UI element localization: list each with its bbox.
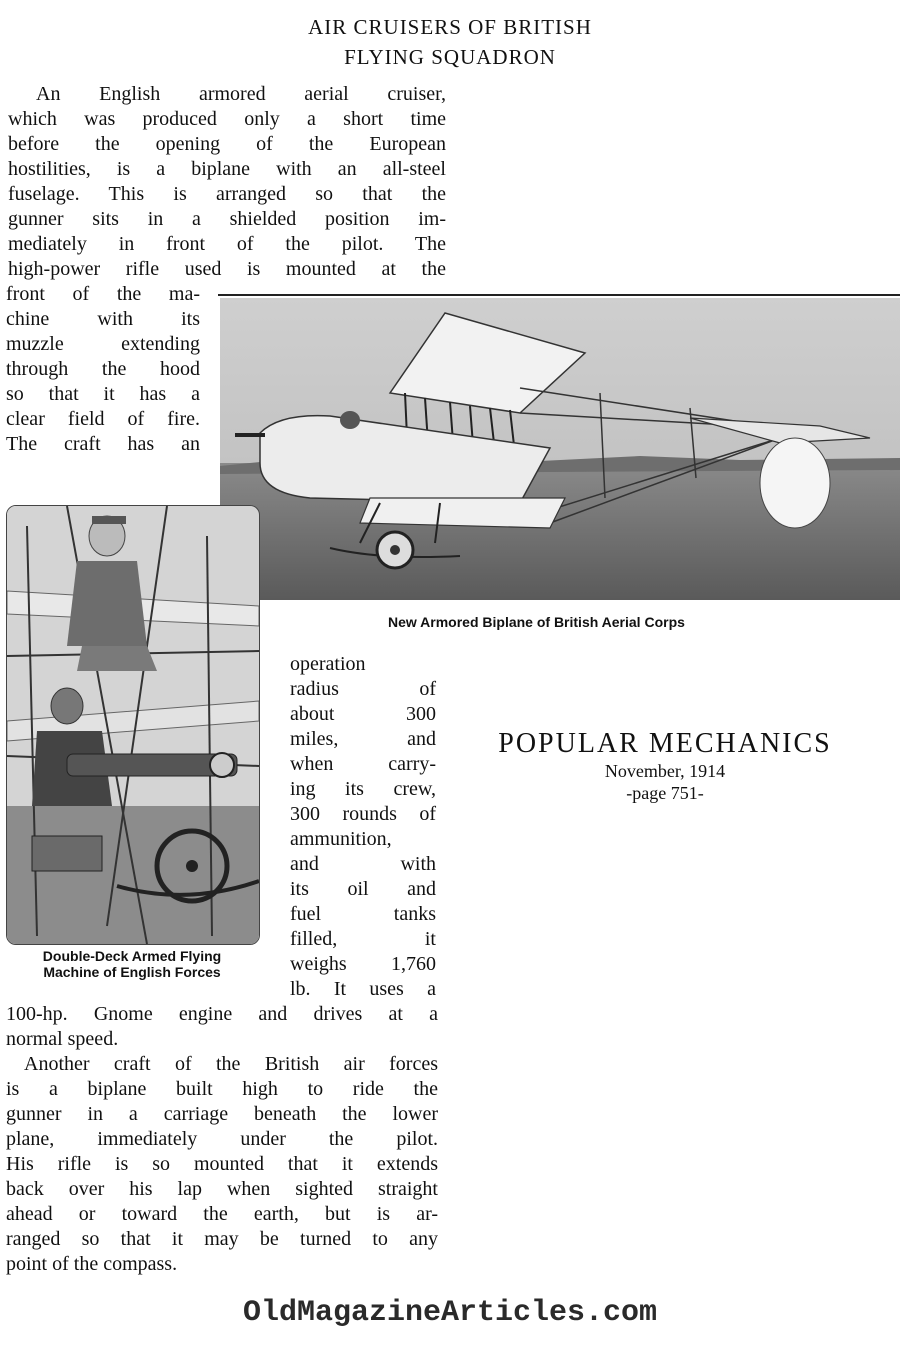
text-line: plane, immediately under the pilot. [6, 1128, 438, 1150]
text-line: clear field of fire. [6, 408, 200, 430]
text-line: An English armored aerial cruiser, [36, 83, 446, 105]
text-line: fuel tanks [290, 903, 436, 925]
text-line: high-power rifle used is mounted at the [8, 258, 446, 280]
text-line: hostilities, is a biplane with an all-steel [8, 158, 446, 180]
article-title-line-2: FLYING SQUADRON [344, 45, 556, 69]
text-line: filled, it [290, 928, 436, 950]
paragraph-1-end [6, 1002, 438, 1052]
photo-top-rule [218, 294, 900, 296]
text-line: ing its crew, [290, 778, 436, 800]
text-line: before the opening of the European [8, 133, 446, 155]
text-line: fuselage. This is arranged so that the [8, 183, 446, 205]
text-line: operation [290, 653, 366, 675]
text-line: when carry- [290, 753, 436, 775]
text-line: its oil and [290, 878, 436, 900]
paragraph-1-middle [290, 652, 436, 1002]
text-line: ranged so that it may be turned to any [6, 1228, 438, 1250]
text-line: through the hood [6, 358, 200, 380]
text-line: The craft has an [6, 433, 200, 455]
text-line: point of the compass. [6, 1253, 178, 1275]
paragraph-1-top [8, 82, 446, 282]
article-title-line-1: AIR CRUISERS OF BRITISH [308, 15, 592, 39]
paragraph-1-narrow [6, 282, 200, 457]
paragraph-2 [6, 1052, 438, 1277]
text-line: about 300 [290, 703, 436, 725]
text-line: is a biplane built high to ride the [6, 1078, 438, 1100]
caption-line: Machine of English Forces [43, 964, 221, 980]
double-deck-machine-photo [6, 505, 260, 945]
text-line: so that it has a [6, 383, 200, 405]
text-line: chine with its [6, 308, 200, 330]
watermark: OldMagazineArticles.com [242, 1296, 658, 1330]
text-line: 300 rounds of [290, 803, 436, 825]
text-line: which was produced only a short time [8, 108, 446, 130]
magazine-name: POPULAR MECHANICS [498, 728, 832, 759]
text-line: normal speed. [6, 1028, 119, 1050]
text-line: His rifle is so mounted that it extends [6, 1153, 438, 1175]
text-line: Another craft of the British air forces [24, 1053, 438, 1075]
text-line: gunner sits in a shielded position im- [8, 208, 446, 230]
left-photo-caption [6, 948, 258, 980]
main-photo-caption: New Armored Biplane of British Aerial Corps [388, 614, 685, 630]
text-line: back over his lap when sighted straight [6, 1178, 438, 1200]
text-line: mediately in front of the pilot. The [8, 233, 446, 255]
text-line: front of the ma- [6, 283, 200, 305]
caption-line: Double-Deck Armed Flying [42, 948, 222, 964]
text-line: weighs 1,760 [290, 953, 436, 975]
text-line: miles, and [290, 728, 436, 750]
text-line: muzzle extending [6, 333, 200, 355]
text-line: gunner in a carriage beneath the lower [6, 1103, 438, 1125]
text-line: lb. It uses a [290, 978, 436, 1000]
text-line: ammunition, [290, 828, 392, 850]
source-block [455, 728, 875, 804]
text-line: ahead or toward the earth, but is ar- [6, 1203, 438, 1225]
text-line: 100-hp. Gnome engine and drives at a [6, 1003, 438, 1025]
issue-date: November, 1914 [604, 761, 726, 781]
page-number: -page 751- [626, 783, 704, 803]
text-line: and with [290, 853, 436, 875]
text-line: radius of [290, 678, 436, 700]
armored-biplane-photo [220, 298, 900, 600]
